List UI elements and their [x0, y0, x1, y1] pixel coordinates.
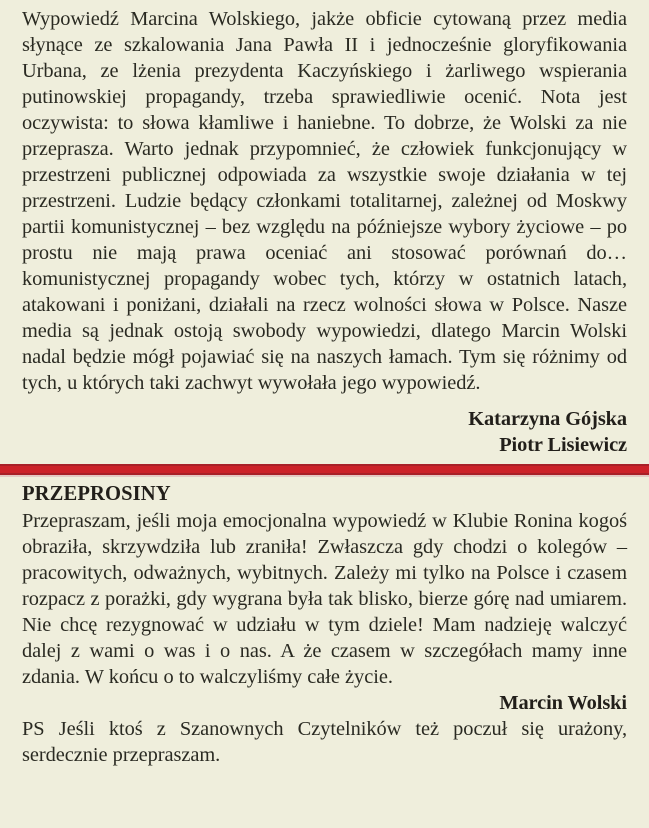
- editorial-signature-spacer: [0, 396, 649, 406]
- editorial-section: [0, 0, 649, 396]
- apology-signature: Marcin Wolski: [499, 692, 627, 714]
- divider-band-middle: [0, 466, 649, 473]
- apology-paragraph: Przepraszam, jeśli moja emocjonalna wypowiedź w Klubie Ronina kogoś obraziła, skrzywdziła lub zraniła! Zwłaszcza gdy chodzi o kolegów – pracowitych, odważnych, wybitnych. Zależy mi tylko na Polsce i czasem rozpacz z porażki, gdy wygrana była tak blisko, bierze górę nad umiarem. Nie chcę rezygnować w udziału w tym dziele! Mam nadzieję walczyć dalej z wami o was i o nas. A że czasem w szczegółach mamy inne zdania. W końcu o to walczyliśmy całe życie.: [22, 510, 627, 688]
- postscript-section: [0, 716, 649, 768]
- apology-heading: PRZEPROSINY: [22, 483, 171, 505]
- postscript-paragraph: PS Jeśli ktoś z Szanownych Czytelników też poczuł się urażony, serdecznie przepraszam.: [22, 718, 627, 766]
- apology-section: [0, 507, 649, 690]
- editorial-signature-second: Piotr Lisiewicz: [499, 434, 627, 456]
- editorial-signature-first: Katarzyna Gójska: [468, 408, 627, 430]
- red-divider-bar: [0, 464, 649, 477]
- editorial-signature-block: [0, 406, 649, 458]
- editorial-paragraph: Wypowiedź Marcina Wolskiego, jakże obficie cytowaną przez media słynące ze szkalowania Jana Pawła II i jednocześnie gloryfikowania Urbana, ze lżenia prezydenta Kaczyńskiego i żarliwego wspierania putinowskiej propagandy, trzeba sprawiedliwie ocenić. Nota jest oczywista: to słowa kłamliwe i haniebne. To dobrze, że Wolski za nie przeprasza. Warto jednak przypomnieć, że człowiek funkcjonujący w przestrzeni publicznej odpowiada za wszystkie swoje działania w tej przestrzeni. Ludzie będący członkami totalitarnej, zależnej od Moskwy partii komunistycznej – bez względu na późniejsze wybory życiowe – po prostu nie mają prawa oceniać ani stosować porównań do… komunistycznej propagandy wobec tych, którzy w ostatnich latach, atakowani i poniżani, działali na rzecz wolności słowa w Polsce. Nasze media są jednak ostoją swobody wypowiedzi, dlatego Marcin Wolski nadal będzie mógł pojawiać się na naszych łamach. Tym się różnimy od tych, u których taki zachwyt wywołała jego wypowiedź.: [22, 8, 627, 394]
- divider-band-fade: [0, 475, 649, 477]
- apology-signature-block: [0, 690, 649, 716]
